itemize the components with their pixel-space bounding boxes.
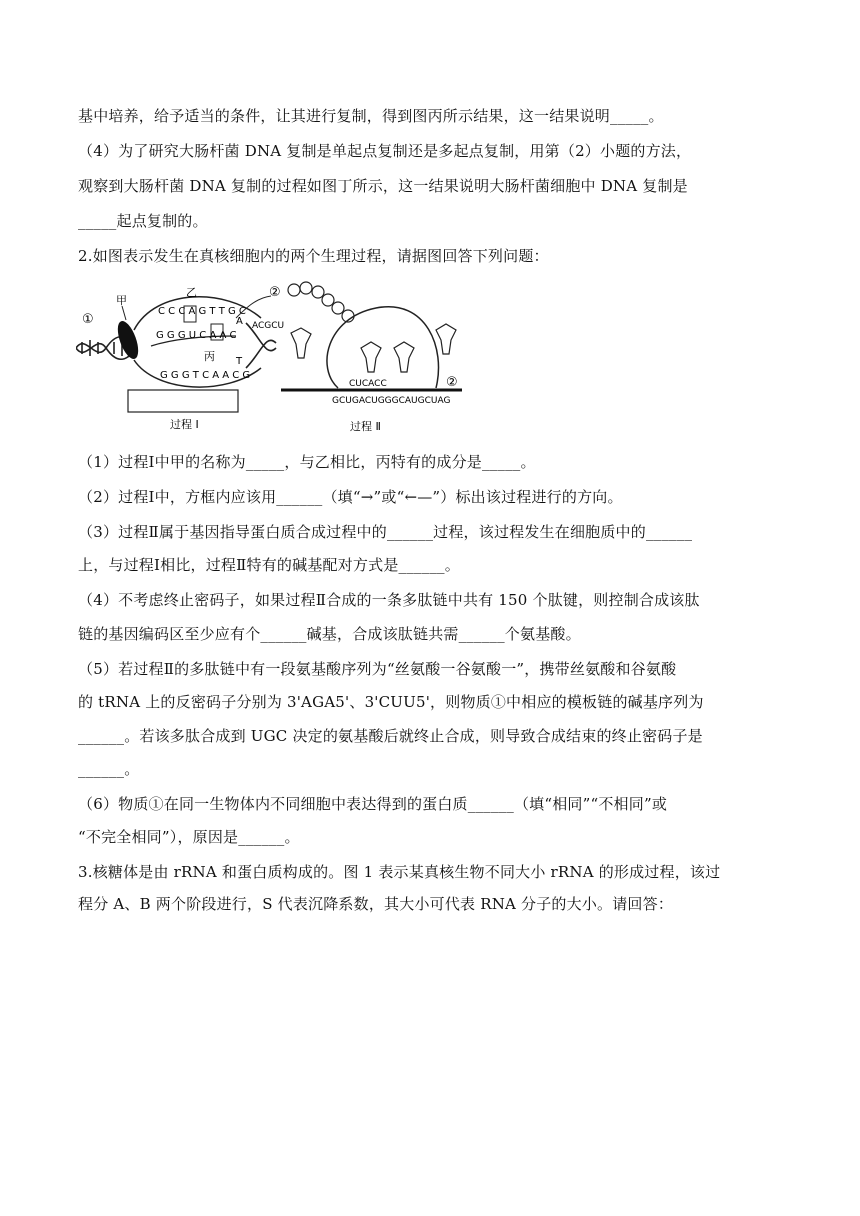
rna-strand-text: G G G U C A A C: [156, 330, 237, 341]
label-1: ①: [82, 312, 94, 327]
text-line: 基中培养，给予适当的条件，让其进行复制，得到图丙所示结果，这一结果说明_____。: [78, 107, 664, 125]
text-line: 链的基因编码区至少应有个______碱基，合成该肽链共需______个氨基酸。: [78, 625, 581, 643]
label-yi: 乙: [186, 286, 197, 299]
anticodon-text: CUCACC: [349, 379, 387, 389]
text-line: ______。: [78, 760, 140, 778]
trna-molecules: [291, 324, 456, 372]
text-line: 的 tRNA 上的反密码子分别为 3'AGA5'、3'CUU5'，则物质①中相应的模板链的碱基序列为: [78, 693, 704, 711]
right-letter-a: A: [236, 316, 243, 327]
caption-box: [128, 390, 238, 412]
question-3-heading: 3.核糖体是由 rRNA 和蛋白质构成的。图 1 表示某真核生物不同大小 rRNA 的形成过程，该过: [78, 863, 721, 881]
text-line: _____起点复制的。: [78, 212, 208, 230]
text-line: （4）为了研究大肠杆菌 DNA 复制是单起点复制还是多起点复制，用第（2）小题的方法，: [78, 142, 692, 160]
text-line: “不完全相同”），原因是______。: [78, 828, 300, 846]
label-2b: ②: [446, 375, 458, 390]
mrna-seq-text: GCUGACUGGGCAUGCUAG: [332, 396, 451, 406]
text-line: （5）若过程Ⅱ的多肽链中有一段氨基酸序列为“丝氨酸一谷氨酸一”，携带丝氨酸和谷氨酸: [78, 660, 677, 678]
caption-process-1: 过程 Ⅰ: [170, 418, 199, 431]
question-2-heading: 2.如图表示发生在真核细胞内的两个生理过程，请据图回答下列问题：: [78, 247, 549, 265]
process-figure: [76, 278, 470, 438]
text-line: 上，与过程Ⅰ相比，过程Ⅱ特有的碱基配对方式是______。: [78, 556, 460, 574]
label-bing: 丙: [204, 350, 215, 363]
bottom-strand-text: G G G T C A A C G: [160, 370, 251, 381]
text-line: 程分 A、B 两个阶段进行，S 代表沉降系数，其大小可代表 RNA 分子的大小。请回答：: [78, 895, 674, 913]
text-line: ______。若该多肽合成到 UGC 决定的氨基酸后就终止合成，则导致合成结束的终止密码子是: [78, 727, 703, 745]
text-line: （2）过程Ⅰ中，方框内应该用______（填“→”或“←—”）标出该过程进行的方向。: [78, 488, 623, 506]
label-jia: 甲: [116, 294, 127, 307]
mrna-tail-text: ACGCU: [252, 321, 285, 331]
text-line: 观察到大肠杆菌 DNA 复制的过程如图丁所示，这一结果说明大肠杆菌细胞中 DNA 复制是: [78, 177, 688, 195]
text-line: （3）过程Ⅱ属于基因指导蛋白质合成过程中的______过程，该过程发生在细胞质中的______: [78, 523, 693, 541]
text-line: （4）不考虑终止密码子，如果过程Ⅱ合成的一条多肽链中共有 150 个肽键，则控制合成该肽: [78, 591, 700, 609]
right-letter-t: T: [236, 356, 243, 367]
label-2: ②: [269, 285, 281, 300]
top-strand-text: C C C A G T T G C: [158, 306, 246, 317]
caption-process-2: 过程 Ⅱ: [350, 420, 381, 433]
enzyme-jia-shape: [114, 318, 143, 361]
text-line: （1）过程Ⅰ中甲的名称为_____，与乙相比，丙特有的成分是_____。: [78, 453, 536, 471]
polypeptide-beads: [288, 282, 354, 322]
text-line: （6）物质①在同一生物体内不同细胞中表达得到的蛋白质______（填“相同”“不相同”或: [78, 795, 668, 813]
